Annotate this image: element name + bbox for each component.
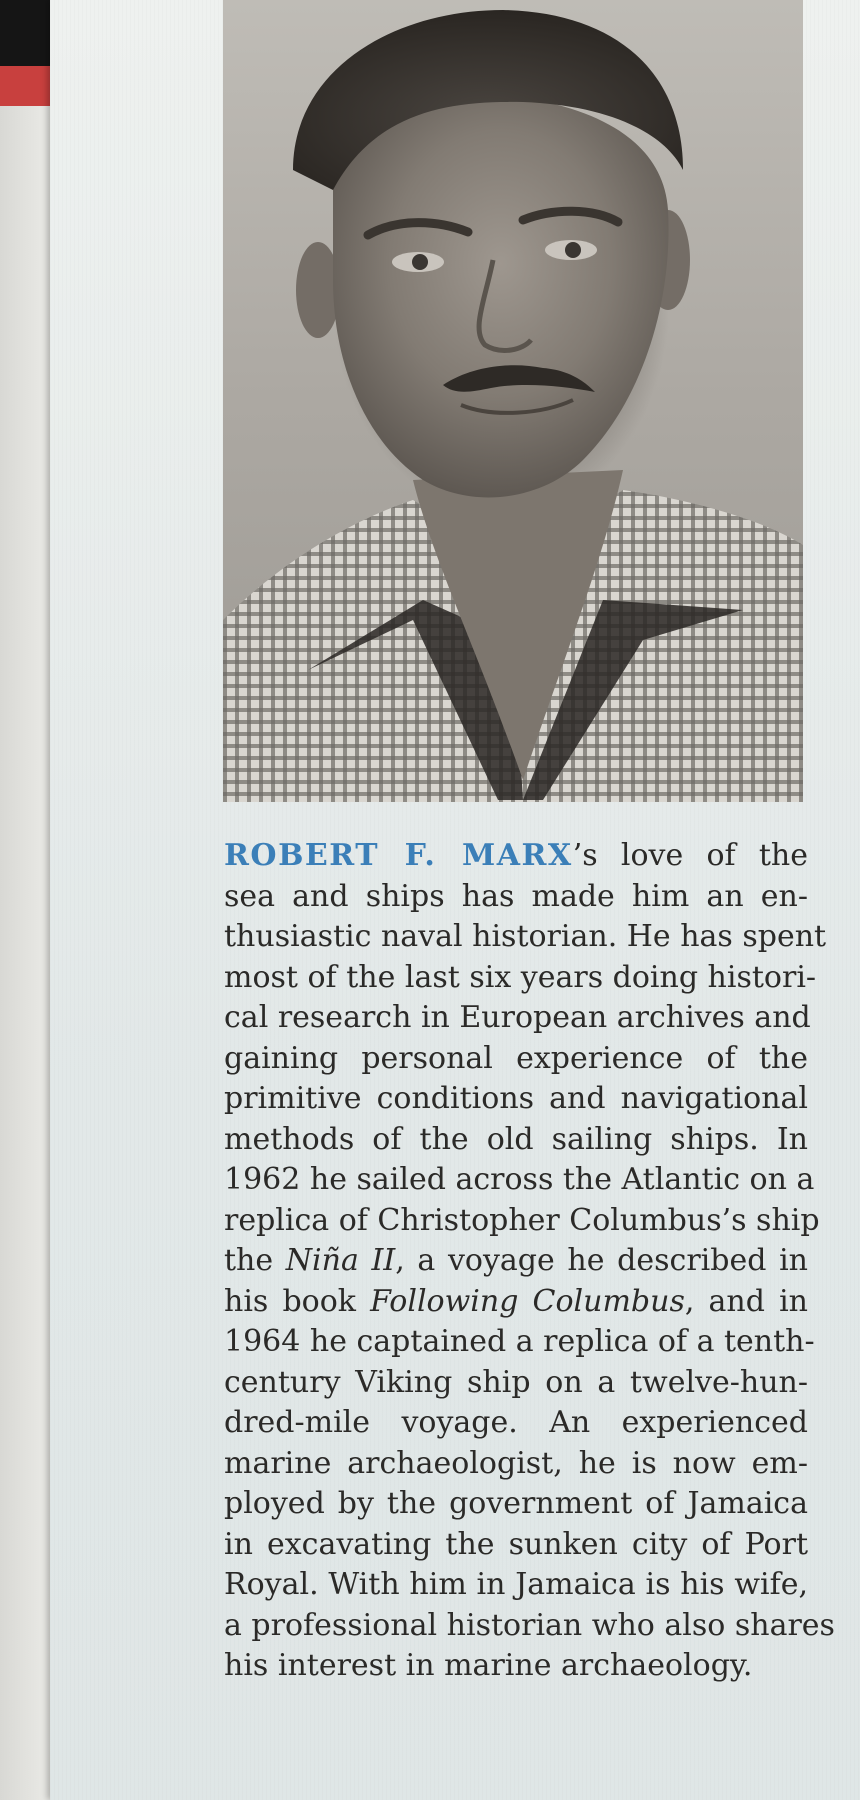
bio-line xyxy=(224,1322,815,1363)
bio-text: , a voyage he described in xyxy=(395,1243,808,1278)
bio-text: 1964 he captained a replica of a tenth- xyxy=(224,1324,815,1359)
author-photo xyxy=(223,0,803,802)
bio-line xyxy=(224,1363,808,1404)
bio-line xyxy=(224,836,808,877)
bio-text: methods of the old sailing ships. In xyxy=(224,1121,808,1157)
bio-text: , and in xyxy=(684,1283,808,1319)
book-edge-red-band xyxy=(0,66,54,106)
bio-line xyxy=(224,1120,808,1161)
book-title: Niña II xyxy=(285,1243,396,1278)
author-bio xyxy=(224,836,835,1687)
bio-text: replica of Christopher Columbus’s ship xyxy=(224,1202,820,1238)
bio-text: primitive conditions and navigational xyxy=(224,1081,808,1116)
bio-line xyxy=(224,1444,808,1485)
bio-text: dred-mile voyage. An experienced xyxy=(224,1405,808,1440)
bio-line xyxy=(224,1606,835,1647)
bio-text: ’s love of the xyxy=(572,838,808,873)
bio-text: thusiastic naval historian. He has spent xyxy=(224,919,827,954)
bio-text: sea and ships has made him an en- xyxy=(224,878,808,914)
bio-line xyxy=(224,877,808,918)
bio-text: Royal. With him in Jamaica is his wife, xyxy=(224,1567,808,1602)
bio-text: 1962 he sailed across the Atlantic on a xyxy=(224,1162,815,1197)
bio-line xyxy=(224,998,811,1039)
bio-line xyxy=(224,1525,808,1566)
author-name: ROBERT F. MARX xyxy=(224,838,573,873)
bio-line xyxy=(224,1403,808,1444)
book-edge-dark xyxy=(0,0,54,70)
bio-text: a professional historian who also shares xyxy=(224,1607,835,1643)
book-title: Following Columbus xyxy=(370,1283,685,1319)
bio-line xyxy=(224,1646,808,1687)
bio-line xyxy=(224,917,827,958)
bio-text: the xyxy=(224,1243,286,1278)
bio-text: his interest in marine archaeology. xyxy=(224,1648,753,1683)
bio-text: marine archaeologist, he is now em- xyxy=(224,1445,808,1481)
bio-line xyxy=(224,1241,808,1282)
bio-line xyxy=(224,1565,808,1606)
author-portrait-image xyxy=(223,0,803,802)
bio-text: gaining personal experience of the xyxy=(224,1040,808,1076)
bio-line xyxy=(224,1484,808,1525)
book-edge-pages xyxy=(0,106,54,1800)
bio-line xyxy=(224,1160,815,1201)
bio-text: in excavating the sunken city of Port xyxy=(224,1526,808,1562)
bio-line xyxy=(224,1282,808,1323)
bio-line xyxy=(224,1201,820,1242)
bio-text: cal research in European archives and xyxy=(224,1000,811,1035)
bio-line xyxy=(224,1039,808,1080)
bio-text: century Viking ship on a twelve-hun- xyxy=(224,1364,808,1400)
bio-text: most of the last six years doing histori- xyxy=(224,959,817,995)
bio-text: ployed by the government of Jamaica xyxy=(224,1486,808,1521)
bio-text: his book xyxy=(224,1283,371,1319)
bio-line xyxy=(224,958,817,999)
bio-line xyxy=(224,1079,808,1120)
jacket-flap xyxy=(50,0,860,1800)
